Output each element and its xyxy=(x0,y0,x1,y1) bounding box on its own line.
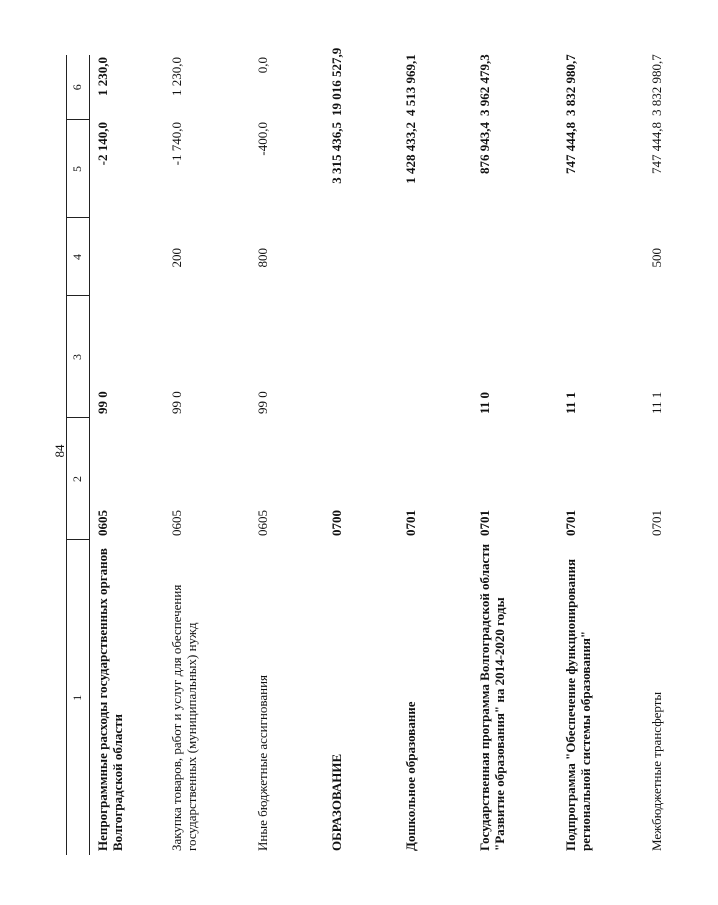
row-change: 1 428 433,2 xyxy=(403,122,418,184)
row-section-code: 0700 xyxy=(329,510,344,536)
row-section-code: 0701 xyxy=(403,510,418,536)
row-total: 3 962 479,3 xyxy=(477,54,492,116)
row-total: 0,0 xyxy=(255,57,270,74)
row-total: 1 230,0 xyxy=(95,57,110,96)
table-row xyxy=(398,55,472,855)
row-name: Закупка товаров, работ и услуг для обеспечения государственных (муниципальных) нужд xyxy=(169,584,199,851)
row-change: -1 740,0 xyxy=(169,122,184,166)
row-name: Государственная программа Волгоградской области "Развитие образования" на 2014-2020 годы xyxy=(477,543,507,851)
header-col-6: 6 xyxy=(67,55,90,120)
row-expense-type xyxy=(398,218,472,296)
header-col-3: 3 xyxy=(67,296,90,418)
row-name: ОБРАЗОВАНИЕ xyxy=(329,753,344,851)
row-change: -400,0 xyxy=(255,122,270,156)
row-change: 3 315 436,5 xyxy=(329,122,344,184)
row-total: 1 230,0 xyxy=(169,57,184,96)
table-row xyxy=(472,55,558,855)
row-target-code xyxy=(398,296,472,418)
row-name: Дошкольное образование xyxy=(403,701,418,851)
row-expense-type xyxy=(324,218,398,296)
row-section-code: 0701 xyxy=(563,510,578,536)
row-target-code: 11 1 xyxy=(563,391,578,414)
row-name: Непрограммные расходы государственных органов Волгоградской области xyxy=(95,548,125,851)
header-row xyxy=(67,55,90,855)
table-row xyxy=(324,55,398,855)
budget-table xyxy=(66,47,718,855)
row-change: 747 444,8 xyxy=(649,122,664,174)
row-change: 876 943,4 xyxy=(477,122,492,174)
row-total: 3 832 980,7 xyxy=(563,54,578,116)
row-name: Иные бюджетные ассигнования xyxy=(255,674,270,851)
table-row xyxy=(90,55,165,855)
row-name: Подпрограмма "Обеспечение функционирования региональной системы образования" xyxy=(563,559,593,851)
page-number: 84 xyxy=(52,444,67,458)
row-change: 747 444,8 xyxy=(563,122,578,174)
row-total: 19 016 527,9 xyxy=(329,47,344,116)
row-section-code: 0701 xyxy=(649,510,664,536)
table-row xyxy=(644,55,718,855)
row-total: 3 832 980,7 xyxy=(649,54,664,116)
row-name: Межбюджетные трансферты xyxy=(649,691,664,851)
row-target-code xyxy=(324,296,398,418)
row-expense-type: 200 xyxy=(169,248,184,268)
header-col-5: 5 xyxy=(67,120,90,218)
row-expense-type: 800 xyxy=(255,248,270,268)
row-target-code: 99 0 xyxy=(95,391,110,414)
row-target-code: 99 0 xyxy=(255,391,270,414)
row-expense-type xyxy=(558,218,644,296)
row-target-code: 99 0 xyxy=(169,391,184,414)
row-total: 4 513 969,1 xyxy=(403,54,418,116)
row-section-code: 0605 xyxy=(95,510,110,536)
header-col-1: 1 xyxy=(67,540,90,855)
row-section-code: 0701 xyxy=(477,510,492,536)
budget-table-frame xyxy=(66,47,664,855)
row-section-code: 0605 xyxy=(169,510,184,536)
row-expense-type xyxy=(472,218,558,296)
row-section-code: 0605 xyxy=(255,510,270,536)
row-target-code: 11 0 xyxy=(477,391,492,414)
table-row xyxy=(558,55,644,855)
header-col-4: 4 xyxy=(67,218,90,296)
header-col-2: 2 xyxy=(67,418,90,540)
row-change: -2 140,0 xyxy=(95,122,110,166)
row-expense-type xyxy=(90,218,165,296)
table-row xyxy=(164,55,250,855)
row-expense-type: 500 xyxy=(649,248,664,268)
row-target-code: 11 1 xyxy=(649,391,664,414)
table-row xyxy=(250,55,324,855)
